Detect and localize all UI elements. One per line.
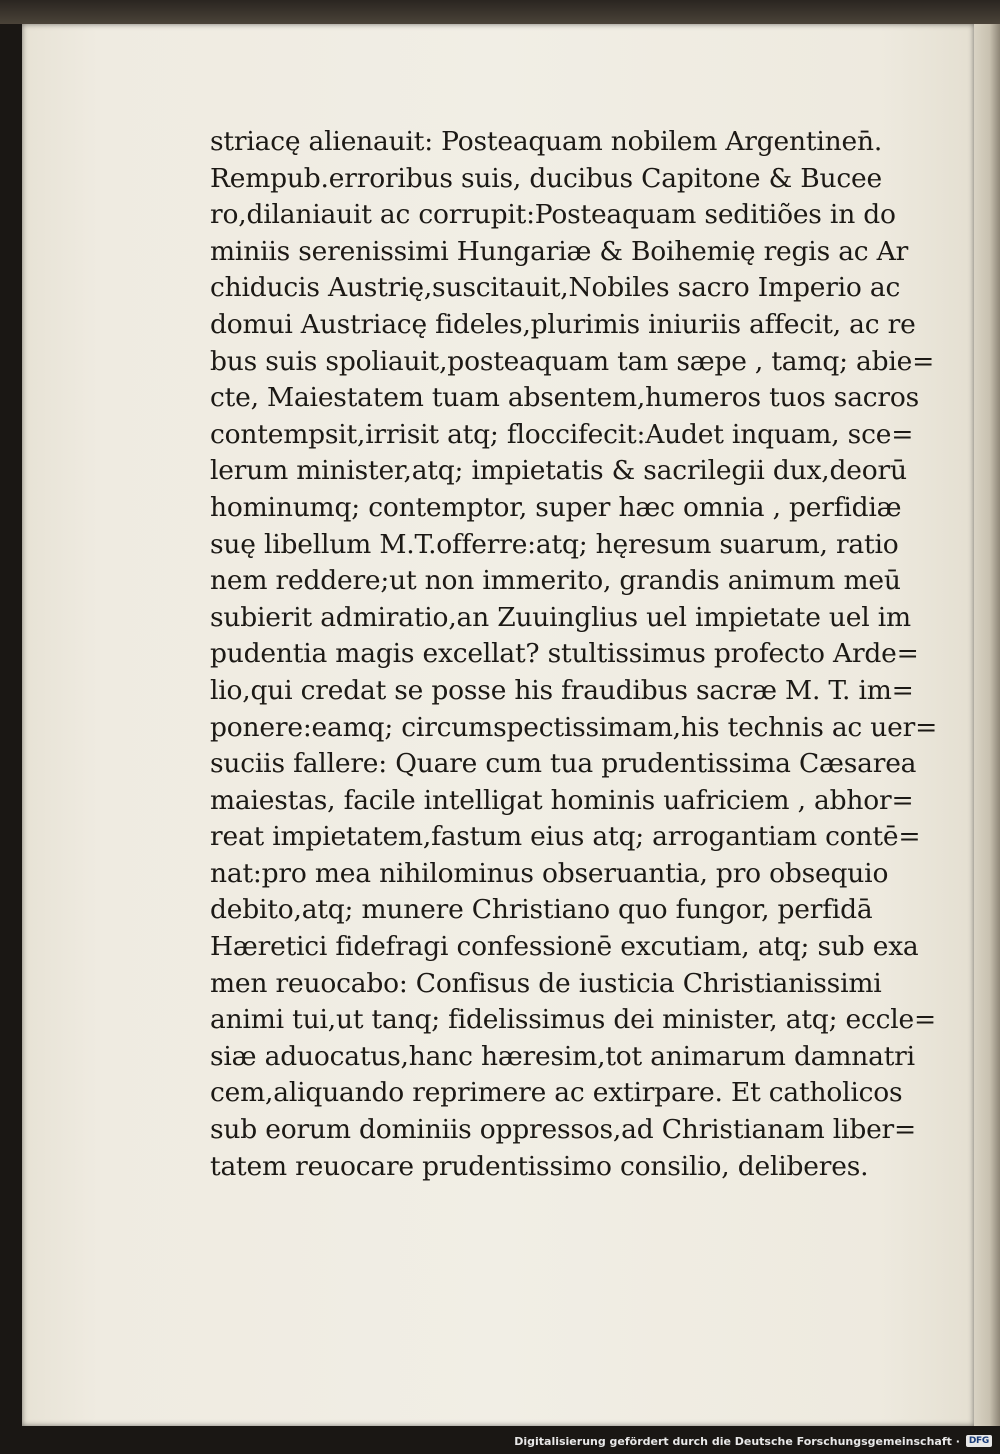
text-line: bus suis spoliauit,posteaquam tam sæpe , tamq; abie= xyxy=(210,345,935,377)
text-line: hominumq; contemptor, super hæc omnia , perfidiæ xyxy=(210,491,902,523)
text-line: maiestas, facile intelligat hominis uafriciem , abhor= xyxy=(210,784,914,816)
text-line: men reuocabo: Confisus de iusticia Christianissimi xyxy=(210,967,882,999)
text-line: chiducis Austrię,suscitauit,Nobiles sacro Imperio ac xyxy=(210,272,901,304)
text-line: siæ aduocatus,hanc hæresim,tot animarum damnatri xyxy=(210,1040,915,1072)
text-line: ponere:eamq; circumspectissimam,his technis ac uer= xyxy=(210,711,938,743)
text-line: pudentia magis excellat? stultissimus profecto Arde= xyxy=(210,638,919,670)
text-line: miniis serenissimi Hungariæ & Boihemię regis ac Ar xyxy=(210,235,909,267)
text-line: nem reddere;ut non immerito, grandis animum meū xyxy=(210,565,901,597)
text-line: reat impietatem,fastum eius atq; arrogantiam contē= xyxy=(210,821,921,853)
text-line: lio,qui credat se posse his fraudibus sacræ M. T. im= xyxy=(210,674,914,706)
text-line: cem,aliquando reprimere ac extirpare. Et catholicos xyxy=(210,1077,903,1109)
text-line: nat:pro mea nihilominus obseruantia, pro obsequio xyxy=(210,857,889,889)
text-line: animi tui,ut tanq; fidelissimus dei minister, atq; eccle= xyxy=(210,1004,937,1036)
text-line: tatem reuocare prudentissimo consilio, deliberes. xyxy=(210,1150,869,1182)
text-line: suę libellum M.T.offerre:atq; hęresum suarum, ratio xyxy=(210,528,899,560)
text-line: cte, Maiestatem tuam absentem,humeros tuos sacros xyxy=(210,382,920,414)
text-line: domui Austriacę fideles,plurimis iniuriis affecit, ac re xyxy=(210,308,916,340)
text-line: ro,dilaniauit ac corrupit:Posteaquam seditiões in do xyxy=(210,199,896,231)
latin-text-block xyxy=(210,124,940,1185)
page-right-edge xyxy=(974,24,1000,1426)
text-line: striacę alienauit: Posteaquam nobilem Argentinen̄. xyxy=(210,126,883,157)
text-line: sub eorum dominiis oppressos,ad Christianam liber= xyxy=(210,1114,917,1146)
text-line: suciis fallere: Quare cum tua prudentissima Cæsarea xyxy=(210,748,917,780)
dfg-logo: DFG xyxy=(966,1435,992,1447)
text-line: Rempub.erroribus suis, ducibus Capitone & Bucee xyxy=(210,162,882,194)
credit-text: Digitalisierung gefördert durch die Deutsche Forschungsgemeinschaft · xyxy=(514,1434,960,1448)
text-line: subierit admiratio,an Zuuinglius uel impietate uel im xyxy=(210,601,911,633)
page-top-edge xyxy=(0,0,1000,24)
digitization-credit xyxy=(514,1432,992,1450)
text-line: lerum minister,atq; impietatis & sacrilegii dux,deorū xyxy=(210,455,907,487)
text-line: debito,atq; munere Christiano quo fungor, perfidā xyxy=(210,894,873,926)
text-line: Hæretici fidefragi confessionē excutiam, atq; sub exa xyxy=(210,931,919,963)
text-line: contempsit,irrisit atq; floccifecit:Audet inquam, sce= xyxy=(210,418,914,450)
